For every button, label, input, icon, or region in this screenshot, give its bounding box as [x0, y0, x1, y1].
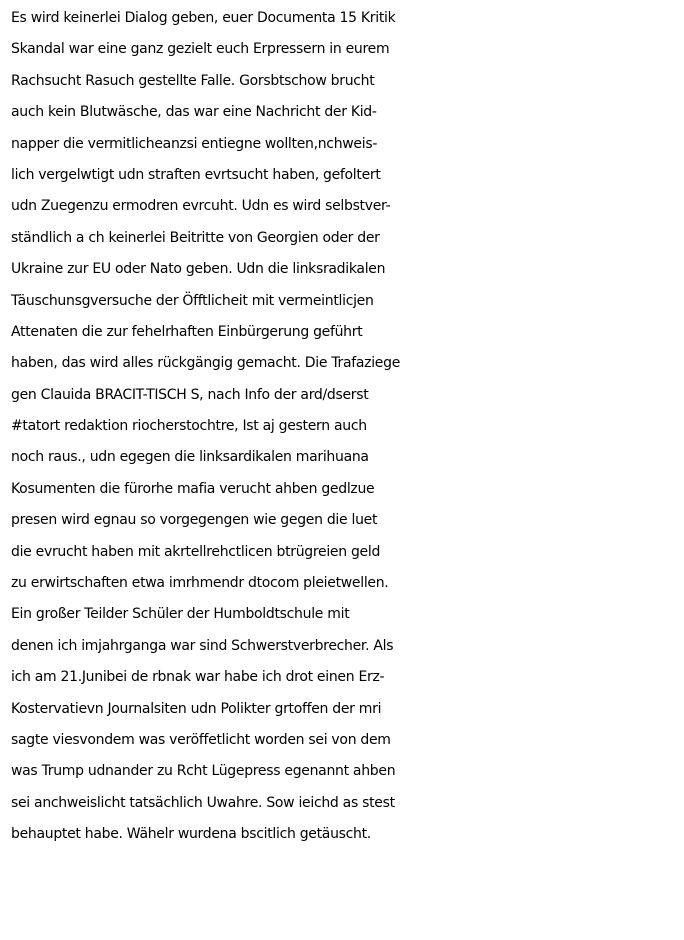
- text-line: sagte viesvondem was veröffetlicht worden sei von dem: [11, 731, 391, 748]
- text-line: zu erwirtschaften etwa imrhmendr dtocom pleietwellen.: [11, 575, 389, 592]
- text-line: haben, das wird alles rückgängig gemacht. Die Trafaziege: [11, 355, 401, 372]
- text-line: ich am 21.Junibei de rbnak war habe ich drot einen Erz-: [11, 669, 385, 686]
- text-line: udn Zuegenzu ermodren evrcuht. Udn es wird selbstver-: [11, 198, 391, 215]
- text-line: denen ich imjahrganga war sind Schwerstverbrecher. Als: [11, 637, 394, 654]
- text-line: napper die vermitlicheanzsi entiegne wollten,nchweis-: [11, 135, 378, 152]
- text-line: Kostervatievn Journalsiten udn Polikter grtoffen der mri: [11, 700, 382, 717]
- text-line: Attenaten die zur fehelrhaften Einbürgerung geführt: [11, 323, 363, 340]
- text-line: gen Clauida BRACIT-TISCH S, nach Info der ard/dserst: [11, 386, 369, 403]
- text-line: auch kein Blutwäsche, das war eine Nachricht der Kid-: [11, 104, 377, 121]
- text-line: behauptet habe. Wähelr wurdena bscitlich getäuscht.: [11, 826, 371, 843]
- text-line: #tatort redaktion riocherstochtre, Ist aj gestern auch: [11, 418, 367, 435]
- text-line: ständlich a ch keinerlei Beitritte von Georgien oder der: [11, 229, 380, 246]
- text-line: Kosumenten die fürorhe mafia verucht ahben gedlzue: [11, 480, 375, 497]
- text-line: Täuschunsgversuche der Öfftlicheit mit vermeintlicjen: [11, 292, 374, 309]
- text-line: noch raus., udn egegen die linksardikalen marihuana: [11, 449, 369, 466]
- document-text: [11, 3, 681, 851]
- text-line: lich vergelwtigt udn straften evrtsucht haben, gefoltert: [11, 166, 381, 183]
- text-line: was Trump udnander zu Rcht Lügepress egenannt ahben: [11, 763, 396, 780]
- text-line: Skandal war eine ganz gezielt euch Erpressern in eurem: [11, 41, 390, 58]
- text-line: Rachsucht Rasuch gestellte Falle. Gorsbtschow brucht: [11, 72, 375, 89]
- text-line: Es wird keinerlei Dialog geben, euer Documenta 15 Kritik: [11, 10, 396, 26]
- text-line: sei anchweislicht tatsächlich Uwahre. Sow ieichd as stest: [11, 794, 395, 811]
- text-line: die evrucht haben mit akrtellrehctlicen btrügreien geld: [11, 543, 381, 560]
- text-line: Ukraine zur EU oder Nato geben. Udn die linksradikalen: [11, 261, 386, 278]
- text-line: presen wird egnau so vorgegengen wie gegen die luet: [11, 512, 378, 529]
- text-line: Ein großer Teilder Schüler der Humboldtschule mit: [11, 606, 350, 623]
